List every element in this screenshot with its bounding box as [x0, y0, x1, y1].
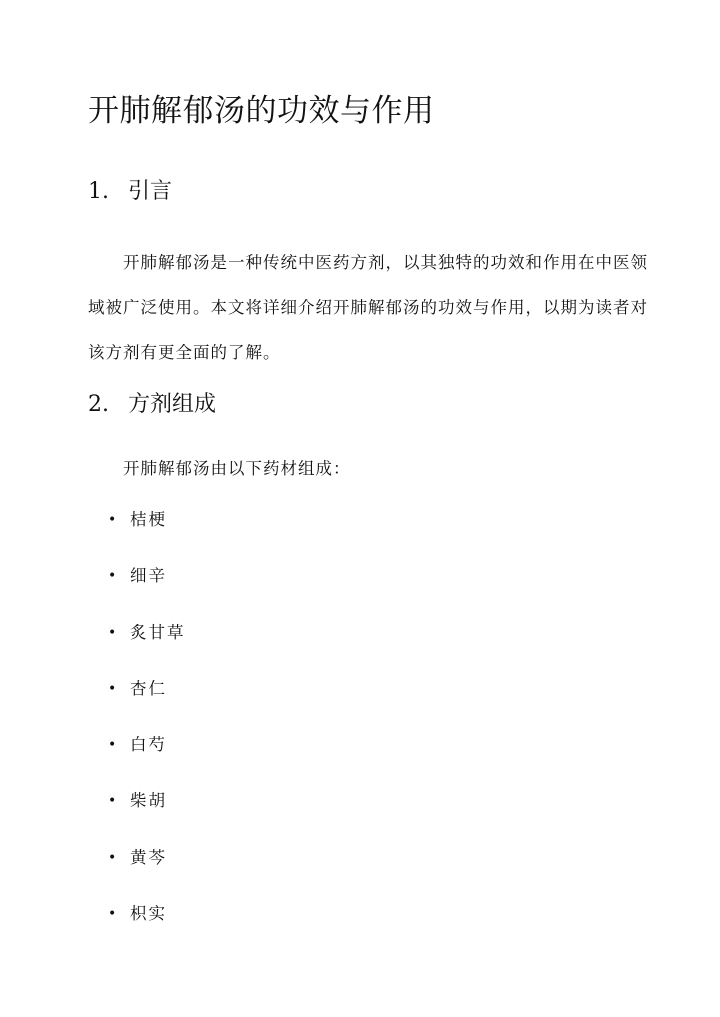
section-heading-introduction: [88, 174, 172, 205]
herb-name: 炙甘草: [130, 622, 186, 642]
herb-name: 杏仁: [130, 678, 167, 698]
list-item: [88, 564, 186, 620]
bullet: •: [108, 680, 119, 697]
list-item: [88, 902, 186, 958]
herb-name: 桔梗: [130, 510, 167, 529]
section-heading-composition: [88, 387, 216, 418]
herb-name: 黄芩: [130, 847, 167, 867]
bullet: •: [108, 906, 119, 923]
list-item: [88, 846, 186, 902]
list-item: [88, 733, 186, 789]
bullet: •: [108, 793, 119, 810]
section-number: 1.: [88, 179, 109, 204]
bullet: •: [108, 568, 119, 585]
herb-name: 枳实: [130, 904, 167, 924]
section-title: 方剂组成: [128, 392, 217, 417]
bullet: •: [108, 849, 119, 866]
section-title: 引言: [128, 179, 173, 204]
list-item: [88, 789, 186, 845]
list-item: [88, 677, 186, 733]
composition-intro: 开肺解郁汤由以下药材组成：: [123, 459, 351, 478]
page-title: 开肺解郁汤的功效与作用: [88, 93, 435, 129]
list-item: [88, 621, 186, 677]
herb-name: 白芍: [130, 735, 167, 755]
herb-name: 细辛: [130, 566, 167, 586]
herb-list: [88, 508, 186, 958]
list-item: [88, 508, 186, 564]
section-number: 2.: [88, 392, 109, 417]
bullet: •: [108, 624, 119, 641]
introduction-paragraph: 开肺解郁汤是一种传统中医药方剂，以其独特的功效和作用在中医领域被广泛使用。本文将详细介绍开肺解郁汤的功效与作用，以期为读者对该方剂有更全面的了解。: [88, 253, 648, 362]
bullet: •: [108, 737, 119, 754]
herb-name: 柴胡: [130, 791, 167, 811]
bullet: •: [108, 512, 119, 528]
